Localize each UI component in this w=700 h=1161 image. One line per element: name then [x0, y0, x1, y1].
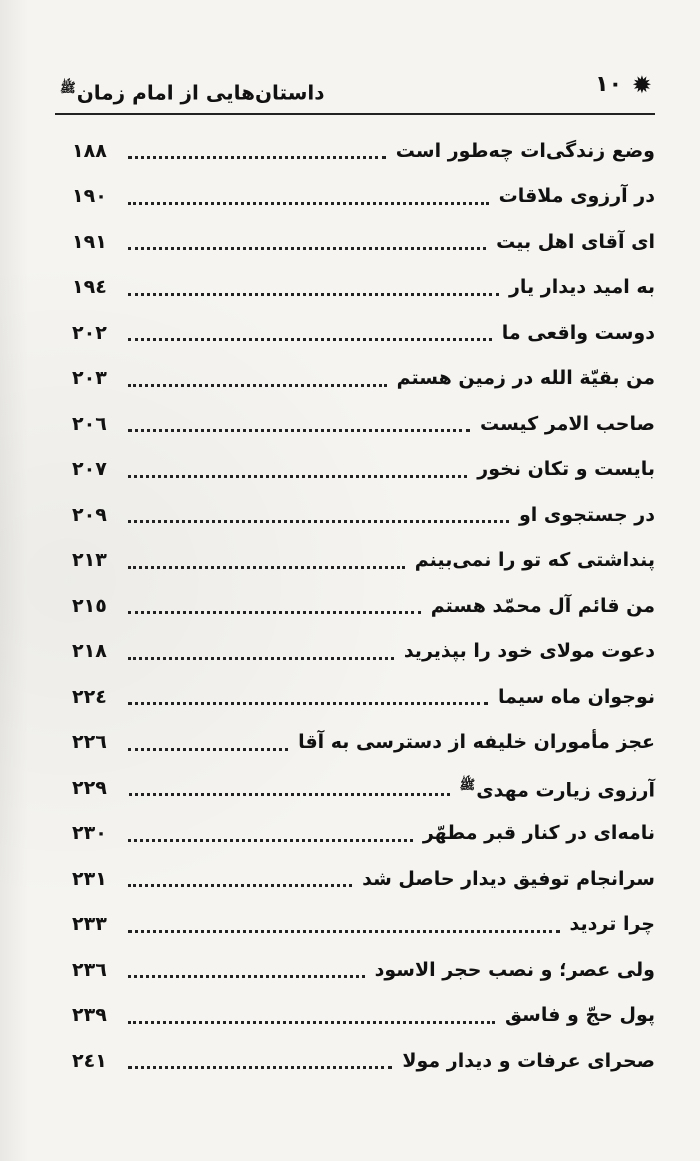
- toc-entry-title: پول حجّ و فاسق: [505, 1004, 655, 1027]
- toc-entry: [72, 265, 655, 311]
- toc-entry: [72, 629, 655, 675]
- dot-leader: [128, 245, 486, 250]
- toc-entry-body: [128, 457, 655, 481]
- toc-entry-page: ٢١٥: [72, 594, 107, 617]
- toc-entry: [72, 356, 655, 402]
- dot-leader: [128, 746, 288, 751]
- toc-entry-body: [128, 1003, 655, 1027]
- dot-leader: [128, 1064, 392, 1069]
- toc-entry-page: ٢٢٤: [72, 685, 107, 708]
- toc-entry-body: [128, 730, 655, 754]
- toc-entry-page: ٢٠٣: [72, 367, 107, 390]
- toc-entry-page: ٢٢٩: [72, 776, 107, 799]
- toc-entry: [72, 447, 655, 493]
- toc-entry-title: ای آقای اهل بیت: [496, 230, 655, 253]
- table-of-contents: [72, 128, 655, 1084]
- toc-entry: [72, 674, 655, 720]
- toc-entry-body: [128, 230, 655, 254]
- toc-entry-body: [128, 912, 655, 936]
- dot-leader: [128, 837, 413, 842]
- dot-leader: [128, 973, 365, 978]
- toc-entry-page: ١٨٨: [72, 139, 107, 162]
- toc-entry-title: نوجوان ماه سیما: [497, 685, 655, 708]
- toc-entry: [72, 401, 655, 447]
- header-rule: [55, 113, 655, 115]
- toc-entry-body: [128, 184, 655, 208]
- toc-entry-page: ٢١٣: [72, 549, 107, 572]
- toc-entry-title-text: آرزوی زیارت مهدی: [476, 778, 655, 801]
- page-number: ١٠: [595, 72, 622, 97]
- honorific-sigil-icon: ﷺ: [459, 777, 476, 793]
- book-title: [60, 76, 325, 106]
- toc-entry-title: چرا تردید: [569, 913, 655, 936]
- dot-leader: [128, 564, 405, 569]
- toc-entry-page: ٢٣٩: [72, 1004, 107, 1027]
- dot-leader: [128, 882, 352, 887]
- dot-leader: [128, 518, 509, 523]
- toc-entry-title: من قائم آل محمّد هستم: [430, 594, 655, 617]
- toc-entry-title: دعوت مولای خود را بپذیرید: [403, 640, 655, 663]
- toc-entry-body: [128, 594, 655, 618]
- toc-entry: [72, 310, 655, 356]
- toc-entry: [72, 128, 655, 174]
- toc-entry-page: ٢٠٧: [72, 458, 107, 481]
- toc-entry-title: وضع زندگی‌ات چه‌طور است: [395, 139, 655, 162]
- toc-entry-page: ٢٣٠: [72, 822, 107, 845]
- toc-entry: [72, 583, 655, 629]
- toc-entry-title: بایست و تکان نخور: [477, 458, 655, 481]
- toc-entry-title: عجز مأموران خلیفه از دسترسی به آقا: [298, 731, 655, 754]
- dot-leader: [128, 427, 470, 432]
- toc-entry-title: دوست واقعی ما: [501, 321, 655, 344]
- toc-entry: [72, 720, 655, 766]
- toc-entry-body: [128, 412, 655, 436]
- toc-entry-title: نامه‌ای در کنار قبر مطهّر: [422, 822, 655, 845]
- dot-leader: [128, 1019, 495, 1024]
- dot-leader: [128, 200, 489, 205]
- toc-entry-title: من بقیّة الله در زمین هستم: [396, 367, 655, 390]
- toc-entry-title: [460, 774, 656, 802]
- toc-entry-title: صحرای عرفات و دیدار مولا: [402, 1049, 655, 1072]
- dot-leader: [128, 336, 492, 341]
- toc-entry: [72, 947, 655, 993]
- toc-entry-body: [128, 821, 655, 845]
- toc-entry-body: [128, 548, 655, 572]
- toc-entry: [72, 219, 655, 265]
- toc-entry-body: [128, 139, 655, 163]
- toc-entry-page: ٢٢٦: [72, 731, 107, 754]
- dot-leader: [128, 700, 488, 705]
- toc-entry-page: ٢٣١: [72, 867, 107, 890]
- toc-entry-page: ٢٣٣: [72, 913, 107, 936]
- toc-entry: [72, 856, 655, 902]
- toc-entry-title: سرانجام توفیق دیدار حاصل شد: [362, 867, 655, 890]
- toc-entry-body: [128, 639, 655, 663]
- toc-entry: [72, 902, 655, 948]
- toc-entry-body: [128, 321, 655, 345]
- toc-entry-page: ٢٣٦: [72, 958, 107, 981]
- toc-entry-page: ١٩١: [72, 230, 107, 253]
- toc-entry-body: [128, 503, 655, 527]
- dot-leader: [128, 655, 394, 660]
- dot-leader: [128, 382, 387, 387]
- dot-leader: [128, 928, 560, 933]
- toc-entry-page: ٢١٨: [72, 640, 107, 663]
- toc-entry: [72, 811, 655, 857]
- toc-entry: [72, 1038, 655, 1084]
- toc-entry: [72, 174, 655, 220]
- toc-entry-title: ولی عصر؛ و نصب حجر الاسود: [374, 958, 655, 981]
- toc-entry: [72, 765, 655, 811]
- toc-entry-body: [128, 275, 655, 299]
- toc-entry-body: [128, 366, 655, 390]
- page-edge-shadow: [0, 0, 28, 1161]
- honorific-sigil-icon: ﷺ: [60, 81, 76, 96]
- toc-entry-body: [128, 958, 655, 982]
- ornament-icon: ✹: [631, 71, 652, 99]
- toc-entry-body: [128, 685, 655, 709]
- toc-entry-title: صاحب الامر کیست: [479, 412, 655, 435]
- toc-entry-title: در آرزوی ملاقات: [498, 185, 655, 208]
- dot-leader: [129, 791, 450, 796]
- toc-entry-title: در جستجوی او: [518, 503, 655, 526]
- dot-leader: [128, 473, 467, 478]
- toc-entry-body: [128, 1049, 655, 1073]
- toc-entry-page: ٢٠٢: [72, 321, 107, 344]
- toc-entry-page: ٢٠٩: [72, 503, 107, 526]
- book-title-text: داستان‌هایی از امام زمان: [76, 80, 325, 105]
- toc-entry-title: به امید دیدار یار: [508, 276, 655, 299]
- toc-entry-page: ١٩٠: [72, 185, 107, 208]
- toc-entry-page: ١٩٤: [72, 276, 107, 299]
- dot-leader: [128, 154, 386, 159]
- toc-entry-body: [128, 867, 655, 891]
- dot-leader: [128, 609, 421, 614]
- dot-leader: [128, 291, 499, 296]
- toc-entry: [72, 538, 655, 584]
- toc-entry-page: ٢٠٦: [72, 412, 107, 435]
- toc-entry: [72, 492, 655, 538]
- toc-entry-body: [129, 774, 656, 802]
- toc-entry-title: پنداشتی که تو را نمی‌بینم: [414, 549, 655, 572]
- toc-entry: [72, 993, 655, 1039]
- running-header: [60, 70, 652, 110]
- toc-entry-page: ٢٤١: [72, 1049, 107, 1072]
